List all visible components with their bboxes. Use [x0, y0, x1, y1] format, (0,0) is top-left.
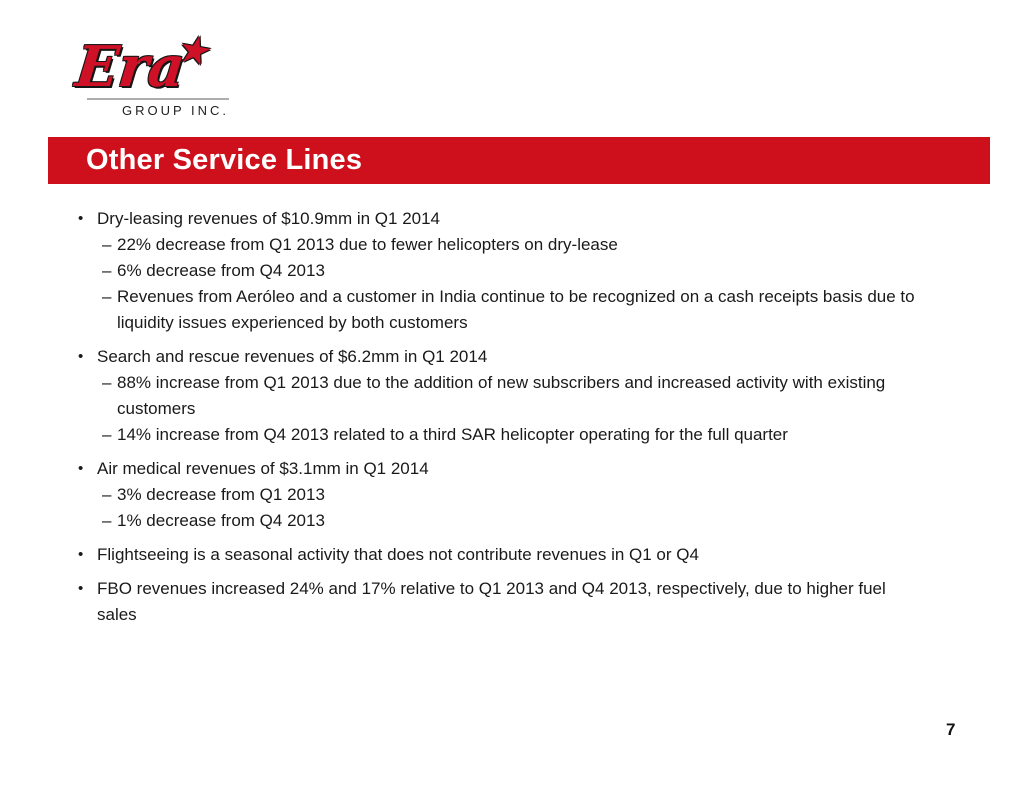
bullet-list	[78, 206, 940, 628]
dash-icon: –	[102, 425, 112, 444]
sub-bullet-text: 22% decrease from Q1 2013 due to fewer helicopters on dry-lease	[117, 235, 618, 254]
bullet-icon: •	[78, 460, 84, 477]
bullet-row	[78, 456, 940, 482]
bullet-item	[78, 542, 940, 568]
dash-icon: –	[102, 373, 112, 392]
sub-bullet-text: 14% increase from Q4 2013 related to a third SAR helicopter operating for the full quarter	[117, 425, 788, 444]
dash-icon: –	[102, 511, 112, 530]
sub-bullet-row	[102, 422, 940, 448]
page-title: Other Service Lines	[86, 144, 363, 176]
era-logo-wordmark	[72, 28, 232, 100]
bullet-item	[78, 456, 940, 534]
sub-bullet-text: 3% decrease from Q1 2013	[117, 485, 325, 504]
dash-icon: –	[102, 235, 112, 254]
bullet-row	[78, 542, 940, 568]
sub-bullet-row	[102, 232, 940, 258]
dash-icon: –	[102, 287, 112, 306]
sub-bullet-row	[102, 258, 940, 284]
era-logo	[72, 28, 230, 118]
era-logo-subtitle: GROUP INC.	[122, 102, 230, 118]
bullet-item	[78, 206, 940, 336]
bullet-text: Flightseeing is a seasonal activity that does not contribute revenues in Q1 or Q4	[97, 545, 699, 564]
title-banner	[48, 137, 990, 184]
bullet-row	[78, 344, 940, 370]
bullet-text: Air medical revenues of $3.1mm in Q1 2014	[97, 459, 429, 478]
bullet-text: Dry-leasing revenues of $10.9mm in Q1 2014	[97, 209, 441, 228]
bullet-row	[78, 576, 940, 628]
sub-bullet-row	[102, 508, 940, 534]
star-icon: ★	[175, 28, 216, 74]
bullet-icon: •	[78, 580, 84, 597]
sub-bullet-row	[102, 284, 940, 336]
bullet-icon: •	[78, 210, 84, 227]
sub-bullet-text: 6% decrease from Q4 2013	[117, 261, 325, 280]
bullet-text: Search and rescue revenues of $6.2mm in Q1 2014	[97, 347, 488, 366]
sub-bullet-text: 88% increase from Q1 2013 due to the addition of new subscribers and increased activity with existing customers	[117, 373, 886, 418]
bullet-text: FBO revenues increased 24% and 17% relative to Q1 2013 and Q4 2013, respectively, due to higher fuel sales	[97, 579, 886, 624]
sub-bullet-row	[102, 370, 940, 422]
dash-icon: –	[102, 485, 112, 504]
sub-bullet-text: Revenues from Aeróleo and a customer in India continue to be recognized on a cash receipts basis due to liquidity issues experienced by both customers	[117, 287, 915, 332]
era-logo-text: Era	[72, 34, 188, 100]
bullet-icon: •	[78, 546, 84, 563]
sub-bullet-row	[102, 482, 940, 508]
page-number: 7	[946, 720, 956, 739]
bullet-item	[78, 576, 940, 628]
sub-bullet-text: 1% decrease from Q4 2013	[117, 511, 325, 530]
bullet-icon: •	[78, 348, 84, 365]
bullet-item	[78, 344, 940, 448]
bullet-row	[78, 206, 940, 232]
dash-icon: –	[102, 261, 112, 280]
